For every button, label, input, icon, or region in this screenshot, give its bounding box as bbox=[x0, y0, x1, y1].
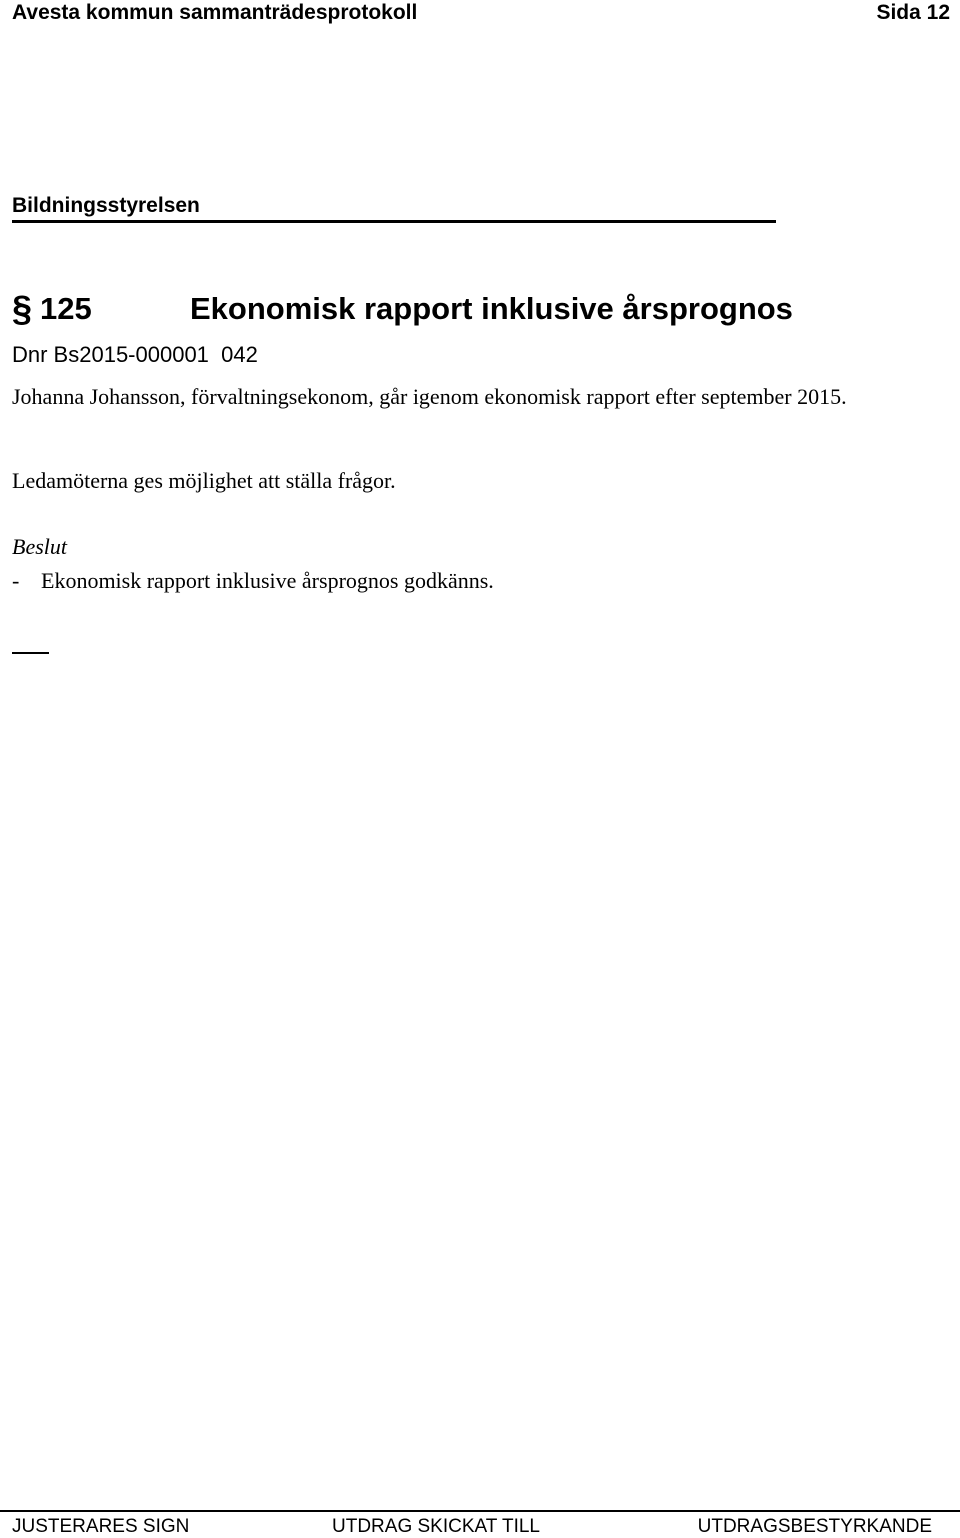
section-number: 125 bbox=[40, 291, 92, 326]
section-title: Ekonomisk rapport inklusive årsprognos bbox=[190, 291, 793, 326]
decision-heading: Beslut bbox=[12, 534, 67, 559]
footer-certification-label: UTDRAGSBESTYRKANDE bbox=[697, 1516, 932, 1537]
paragraph-symbol: § bbox=[12, 288, 33, 329]
section-end-rule bbox=[12, 652, 49, 654]
organization-name: Bildningsstyrelsen bbox=[12, 194, 200, 217]
diary-number: Dnr Bs2015-000001 042 bbox=[12, 342, 258, 367]
decision-text: Ekonomisk rapport inklusive årsprognos godkänns. bbox=[41, 568, 494, 593]
body-paragraph: Ledamöterna ges möjlighet att ställa frågor. bbox=[12, 468, 396, 493]
body-paragraph: Johanna Johansson, förvaltningsekonom, går igenom ekonomisk rapport efter september 2015. bbox=[12, 384, 847, 409]
footer-sent-to-label: UTDRAG SKICKAT TILL bbox=[332, 1516, 540, 1537]
page-number: Sida 12 bbox=[876, 1, 950, 24]
footer-signature-label: JUSTERARES SIGN bbox=[12, 1516, 190, 1537]
footer-rule bbox=[0, 1510, 960, 1512]
decision-item bbox=[12, 566, 494, 595]
list-dash: - bbox=[12, 568, 20, 593]
organization-underline bbox=[12, 220, 776, 223]
document-header-title: Avesta kommun sammanträdesprotokoll bbox=[12, 1, 418, 24]
